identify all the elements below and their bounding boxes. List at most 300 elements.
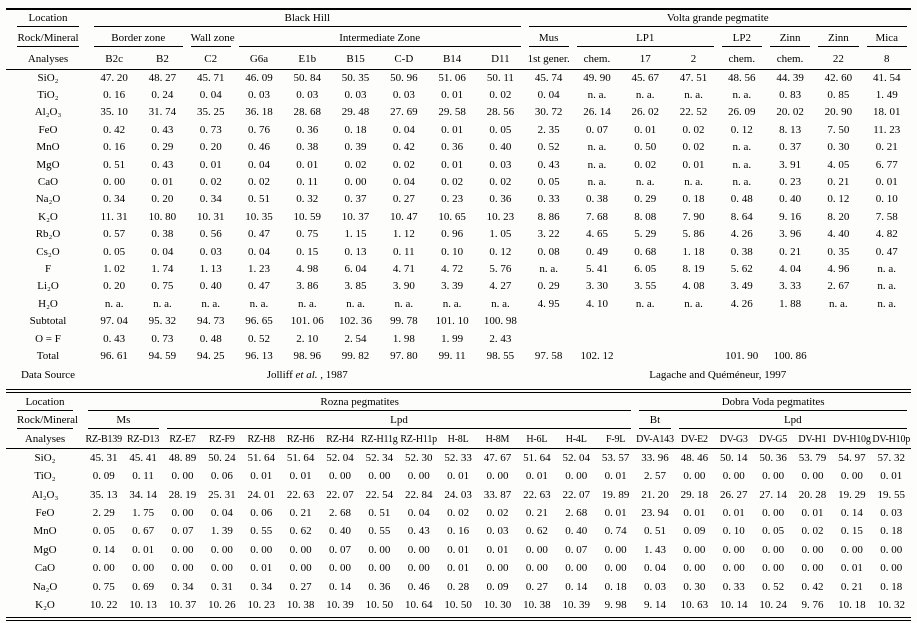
value-cell: 25. 31 [208, 488, 236, 501]
value-cell: 0. 03 [486, 525, 509, 538]
value-cell: n. a. [635, 297, 655, 310]
row-label: MgO [33, 543, 57, 556]
value-cell: 1. 74 [151, 262, 174, 275]
value-cell: 0. 35 [827, 245, 850, 258]
value-cell: 10. 39 [562, 598, 590, 611]
rock-group-label: Bt [639, 414, 670, 429]
data-row [6, 69, 911, 86]
value-cell: 36. 18 [245, 106, 273, 119]
row-label: Cs₂O [36, 245, 60, 258]
data-row [6, 156, 911, 173]
value-cell: 0. 01 [441, 89, 464, 102]
value-cell: 0. 15 [840, 525, 863, 538]
value-cell: 1. 13 [199, 262, 222, 275]
value-cell: 0. 00 [132, 562, 155, 575]
value-cell: 0. 07 [171, 525, 194, 538]
value-cell [621, 330, 669, 347]
value-cell: 0. 20 [103, 280, 126, 293]
value-cell: 0. 00 [525, 562, 548, 575]
value-cell: 0. 05 [537, 176, 560, 189]
value-cell: 49. 90 [583, 71, 611, 84]
value-cell: 101. 06 [290, 315, 324, 328]
value-cell: 0. 00 [92, 562, 115, 575]
value-cell: 0. 73 [199, 123, 222, 136]
value-cell: 6. 77 [875, 158, 898, 171]
value-cell: 0. 00 [368, 562, 391, 575]
row-label: TiO₂ [37, 89, 59, 102]
citation-author: Jolliff [266, 369, 296, 382]
value-cell: 10. 50 [444, 598, 472, 611]
value-cell: 0. 01 [199, 158, 222, 171]
value-cell: n. a. [635, 176, 655, 189]
value-cell: n. a. [153, 297, 172, 310]
value-cell: 10. 50 [365, 598, 394, 611]
value-cell: 1. 02 [103, 262, 126, 275]
value-cell: 0. 21 [840, 580, 863, 593]
value-cell: 0. 00 [801, 562, 824, 575]
value-cell: 0. 14 [840, 507, 863, 519]
value-cell: 4. 71 [392, 262, 415, 275]
value-cell: 4. 26 [730, 297, 753, 310]
value-cell: n. a. [346, 297, 365, 310]
value-cell: 3. 86 [296, 280, 319, 293]
value-cell: 22. 63 [523, 488, 551, 501]
sample-column-header: B14 [428, 49, 476, 69]
sample-column-header: E1b [283, 49, 331, 69]
value-cell: 0. 00 [407, 562, 430, 575]
value-cell: 0. 34 [171, 580, 194, 593]
value-cell: 50. 35 [341, 71, 370, 84]
value-cell: n. a. [829, 297, 848, 310]
value-cell: 8. 64 [730, 210, 753, 223]
value-cell: 0. 09 [92, 470, 115, 483]
data-row [6, 596, 911, 614]
value-cell: 0. 55 [250, 525, 273, 538]
value-cell: 50. 14 [719, 452, 748, 465]
value-cell: n. a. [587, 158, 607, 171]
value-cell: 1. 12 [392, 228, 415, 241]
sample-column-header: H-8M [478, 431, 517, 449]
value-cell: 51. 06 [438, 71, 466, 84]
value-cell: 1. 98 [392, 332, 415, 345]
data-row [6, 577, 911, 595]
value-cell: 0. 43 [103, 332, 126, 345]
sample-column-header: DV-E2 [675, 431, 714, 449]
value-cell: 3. 33 [779, 280, 802, 293]
rock-group-label: Lpd [167, 414, 632, 429]
value-cell: 0. 01 [840, 562, 863, 575]
value-cell: 51. 64 [286, 452, 315, 465]
value-cell: 10. 37 [168, 598, 197, 611]
sample-column-header: DV-G3 [714, 431, 753, 449]
value-cell: 0. 03 [199, 245, 222, 258]
value-cell: 35. 10 [100, 106, 128, 119]
value-cell: 0. 32 [296, 193, 319, 206]
value-cell: 0. 27 [392, 193, 415, 206]
value-cell: 0. 00 [683, 562, 706, 575]
value-cell: 0. 23 [779, 176, 802, 189]
row-label: SiO₂ [34, 452, 56, 465]
value-cell: 7. 68 [585, 210, 608, 223]
value-cell: 31. 74 [148, 106, 177, 119]
value-cell: 0. 00 [683, 543, 706, 556]
value-cell: 0. 36 [441, 141, 464, 154]
value-cell: 0. 05 [762, 525, 785, 538]
value-cell: 0. 00 [840, 543, 863, 556]
value-cell: 29. 58 [438, 106, 466, 119]
value-cell: 10. 23 [486, 210, 515, 223]
value-cell: n. a. [394, 297, 414, 310]
rock-group [863, 29, 912, 49]
value-cell: 33. 96 [641, 452, 669, 465]
value-cell: 3. 55 [634, 280, 657, 293]
value-cell: 0. 05 [103, 245, 126, 258]
value-cell: 0. 00 [565, 470, 588, 483]
rock-group [635, 413, 674, 431]
value-cell: 0. 09 [683, 525, 706, 538]
value-cell: 2. 57 [643, 470, 666, 483]
row-label: O = F [35, 332, 61, 345]
value-cell: 54. 97 [838, 452, 866, 465]
value-cell: 26. 14 [583, 106, 611, 119]
value-cell: 10. 32 [877, 598, 905, 611]
row-label: Rb₂O [35, 228, 61, 241]
value-cell: 5. 41 [585, 262, 608, 275]
sample-column-header: 8 [863, 49, 912, 69]
sample-column-header: H-8L [438, 431, 477, 449]
data-row [6, 449, 911, 467]
value-cell: 48. 46 [680, 452, 709, 465]
value-cell: 0. 40 [328, 525, 351, 538]
value-cell [863, 312, 912, 329]
value-cell: 97. 80 [390, 349, 418, 362]
value-cell: 0. 43 [407, 525, 430, 538]
value-cell: 0. 00 [171, 543, 194, 556]
sample-column-header: RZ-H6 [281, 431, 320, 449]
value-cell: 2. 29 [92, 507, 115, 519]
row-label: MnO [36, 141, 60, 154]
location-row [6, 395, 911, 413]
value-cell: 50. 36 [759, 452, 787, 465]
value-cell: 0. 21 [827, 176, 850, 189]
value-cell: 0. 56 [199, 228, 222, 241]
value-cell: 27. 14 [759, 488, 787, 501]
value-cell: 0. 01 [634, 123, 657, 136]
value-cell: 45. 67 [631, 71, 659, 84]
value-cell: 0. 02 [392, 158, 415, 171]
value-cell: 0. 01 [132, 543, 155, 556]
value-cell: 0. 62 [525, 525, 548, 538]
value-cell: 0. 85 [827, 89, 850, 102]
sample-column-header: F-9L [596, 431, 635, 449]
value-cell: 0. 47 [247, 280, 270, 293]
value-cell: 0. 00 [407, 470, 430, 483]
value-cell: n. a. [877, 297, 897, 310]
value-cell: 9. 16 [779, 210, 802, 223]
data-row [6, 173, 911, 190]
row-label: FeO [38, 123, 58, 136]
value-cell: 0. 09 [486, 580, 509, 593]
value-cell: 100. 86 [773, 349, 807, 362]
value-cell: n. a. [684, 297, 703, 310]
value-cell: 0. 01 [447, 543, 470, 556]
value-cell: 0. 02 [489, 89, 512, 102]
value-cell: 0. 05 [489, 123, 512, 136]
value-cell: 0. 21 [525, 507, 548, 519]
sample-column-header: B15 [331, 49, 379, 69]
sample-column-header: DV-A143 [635, 431, 674, 449]
value-cell: 0. 02 [634, 158, 657, 171]
data-source-left [90, 365, 525, 386]
value-cell: 3. 39 [441, 280, 464, 293]
value-cell: 0. 01 [683, 507, 706, 519]
value-cell: n. a. [104, 297, 124, 310]
value-cell: 4. 96 [827, 262, 850, 275]
value-cell: 0. 57 [103, 228, 126, 241]
value-cell: 2. 68 [328, 507, 351, 519]
rock-group [235, 29, 525, 49]
value-cell: 0. 04 [407, 507, 430, 519]
value-cell: 10. 59 [293, 210, 322, 223]
value-cell: 41. 54 [873, 71, 901, 84]
value-cell: 0. 02 [801, 525, 824, 538]
value-cell: 0. 43 [151, 158, 174, 171]
value-cell: n. a. [877, 280, 897, 293]
value-cell: 0. 02 [247, 176, 270, 189]
value-cell: 10. 80 [148, 210, 177, 223]
value-cell: 22. 84 [404, 488, 433, 501]
data-row [6, 312, 911, 329]
value-cell: 44. 39 [776, 71, 804, 84]
value-cell: 0. 42 [801, 580, 824, 593]
value-cell: 94. 73 [196, 315, 225, 328]
value-cell: 0. 51 [247, 193, 270, 206]
value-cell: 0. 01 [604, 507, 627, 519]
value-cell: 0. 21 [289, 507, 312, 519]
value-cell: 19. 55 [877, 488, 905, 501]
value-cell: 0. 00 [604, 562, 627, 575]
data-source-right: Lagache and Quéméneur, 1997 [649, 369, 787, 382]
location-group-label: Rozna pegmatites [88, 396, 631, 411]
value-cell: 0. 40 [779, 193, 802, 206]
value-cell: 0. 40 [565, 525, 588, 538]
data-row [6, 504, 911, 522]
value-cell: 20. 28 [798, 488, 827, 501]
value-cell: 2. 10 [296, 332, 319, 345]
value-cell: 8. 19 [682, 262, 705, 275]
location-group [525, 9, 911, 29]
value-cell: 0. 34 [103, 193, 126, 206]
value-cell: 0. 01 [875, 176, 898, 189]
value-cell: 94. 25 [196, 349, 225, 362]
analyses-label: Analyses [6, 49, 90, 69]
rock-group-label: Wall zone [191, 32, 231, 47]
value-cell: 0. 47 [875, 245, 898, 258]
value-cell: 0. 33 [722, 580, 745, 593]
value-cell: 0. 05 [92, 525, 115, 538]
value-cell: 0. 06 [250, 507, 273, 519]
value-cell: 45. 41 [129, 452, 157, 465]
value-cell: 97. 04 [100, 315, 128, 328]
rock-group [187, 29, 235, 49]
value-cell: 100. 98 [483, 315, 517, 328]
value-cell: 48. 27 [148, 71, 177, 84]
value-cell: 0. 18 [880, 525, 903, 538]
value-cell: 46. 09 [245, 71, 273, 84]
value-cell: 0. 03 [247, 89, 270, 102]
value-cell: 0. 10 [722, 525, 745, 538]
rock-group-label: LP2 [722, 32, 762, 47]
value-cell: 50. 11 [486, 71, 514, 84]
sample-column-header: G6a [235, 49, 283, 69]
data-row [6, 522, 911, 540]
value-cell: 10. 30 [483, 598, 512, 611]
row-label: F [44, 262, 52, 275]
value-cell: 0. 01 [486, 543, 509, 556]
value-cell: 3. 30 [585, 280, 608, 293]
value-cell: 10. 31 [196, 210, 225, 223]
value-cell: 22. 07 [562, 488, 590, 501]
value-cell: 0. 23 [441, 193, 464, 206]
value-cell: n. a. [732, 158, 752, 171]
sample-column-header: RZ-H4 [320, 431, 359, 449]
value-cell: 0. 04 [151, 245, 174, 258]
value-cell: 0. 02 [199, 176, 222, 189]
value-cell: 0. 30 [827, 141, 850, 154]
sample-column-header: chem. [718, 49, 766, 69]
value-cell: 51. 64 [523, 452, 551, 465]
value-cell: 0. 34 [199, 193, 222, 206]
value-cell: 50. 24 [208, 452, 236, 465]
sample-column-header: H-4L [557, 431, 596, 449]
value-cell: 0. 36 [368, 580, 391, 593]
value-cell: 4. 05 [827, 158, 850, 171]
value-cell: 0. 00 [328, 562, 351, 575]
value-cell: 0. 67 [132, 525, 155, 538]
value-cell: 0. 00 [762, 507, 785, 519]
value-cell: 4. 72 [441, 262, 464, 275]
data-row [6, 485, 911, 503]
value-cell: 0. 03 [392, 89, 415, 102]
value-cell: 0. 04 [643, 562, 666, 575]
value-cell: 2. 35 [537, 123, 560, 136]
table-separator-double-rule [6, 389, 911, 393]
value-cell: 0. 68 [634, 245, 657, 258]
value-cell: n. a. [587, 176, 607, 189]
value-cell: 0. 00 [407, 543, 430, 556]
rock-group [675, 413, 911, 431]
value-cell: 48. 56 [728, 71, 756, 84]
row-label: Na₂O [35, 193, 61, 206]
value-cell: 10. 24 [759, 598, 787, 611]
value-cell: 0. 18 [880, 580, 903, 593]
rock-group-label: Border zone [94, 32, 183, 47]
value-cell: 0. 01 [447, 562, 470, 575]
sample-column-header: B2c [90, 49, 138, 69]
data-row [6, 295, 911, 312]
data-source-label: Data Source [20, 369, 76, 382]
value-cell: 0. 01 [250, 470, 273, 483]
value-cell: 10. 65 [438, 210, 466, 223]
value-cell: 1. 15 [344, 228, 367, 241]
data-row [6, 121, 911, 138]
value-cell: 23. 94 [641, 507, 669, 519]
value-cell: 0. 15 [296, 245, 319, 258]
data-source-row [6, 365, 911, 386]
value-cell: 0. 43 [151, 123, 174, 136]
value-cell: 1. 75 [132, 507, 155, 519]
value-cell: 0. 38 [585, 193, 608, 206]
value-cell: 4. 27 [489, 280, 512, 293]
location-label: Location [17, 12, 79, 27]
sample-column-header: 17 [621, 49, 669, 69]
value-cell: n. a. [635, 89, 655, 102]
value-cell: 22. 07 [326, 488, 354, 501]
sample-column-header: RZ-D13 [123, 431, 162, 449]
value-cell: 22. 52 [679, 106, 708, 119]
value-cell: 95. 32 [148, 315, 177, 328]
value-cell: 0. 02 [486, 507, 509, 519]
value-cell: 3. 22 [537, 228, 560, 241]
value-cell: 6. 05 [634, 262, 657, 275]
rock-group-label: Zinn [770, 32, 810, 47]
value-cell: 4. 98 [296, 262, 319, 275]
value-cell: 0. 37 [344, 193, 367, 206]
citation-et-al: et al. [295, 369, 318, 382]
value-cell: 10. 37 [341, 210, 370, 223]
value-cell: 47. 51 [679, 71, 708, 84]
value-cell: 7. 90 [682, 210, 705, 223]
value-cell: 29. 48 [341, 106, 370, 119]
value-cell: 0. 38 [151, 228, 174, 241]
value-cell: 0. 02 [489, 176, 512, 189]
sample-column-header: DV-G5 [753, 431, 792, 449]
value-cell: 0. 00 [683, 470, 706, 483]
value-cell: 0. 37 [779, 141, 802, 154]
location-label: Location [17, 396, 73, 411]
value-cell: 8. 86 [537, 210, 560, 223]
value-cell: 20. 02 [776, 106, 804, 119]
value-cell: 2. 68 [565, 507, 588, 519]
value-cell: 0. 00 [171, 507, 194, 519]
value-cell: 52. 34 [365, 452, 394, 465]
value-cell: 0. 28 [447, 580, 470, 593]
value-cell: 0. 74 [604, 525, 627, 538]
data-row [6, 467, 911, 485]
value-cell: 0. 00 [486, 562, 509, 575]
value-cell: 0. 12 [730, 123, 753, 136]
sample-column-header: chem. [573, 49, 621, 69]
value-cell: 45. 71 [196, 71, 225, 84]
rock-mineral-row [6, 29, 911, 49]
data-row [6, 260, 911, 277]
value-cell: 57. 32 [877, 452, 905, 465]
sample-column-header: RZ-B139 [84, 431, 123, 449]
value-cell: 0. 01 [289, 470, 312, 483]
value-cell: 0. 08 [537, 245, 560, 258]
rock-group [90, 29, 187, 49]
value-cell: 1. 43 [643, 543, 666, 556]
value-cell: 0. 00 [801, 470, 824, 483]
value-cell: 0. 11 [393, 245, 415, 258]
value-cell: 26. 02 [631, 106, 659, 119]
value-cell: 102. 36 [339, 315, 373, 328]
value-cell: 0. 13 [344, 245, 367, 258]
location-group [90, 9, 525, 29]
value-cell: 0. 00 [604, 543, 627, 556]
value-cell: 0. 01 [525, 470, 548, 483]
rock-group [163, 413, 636, 431]
